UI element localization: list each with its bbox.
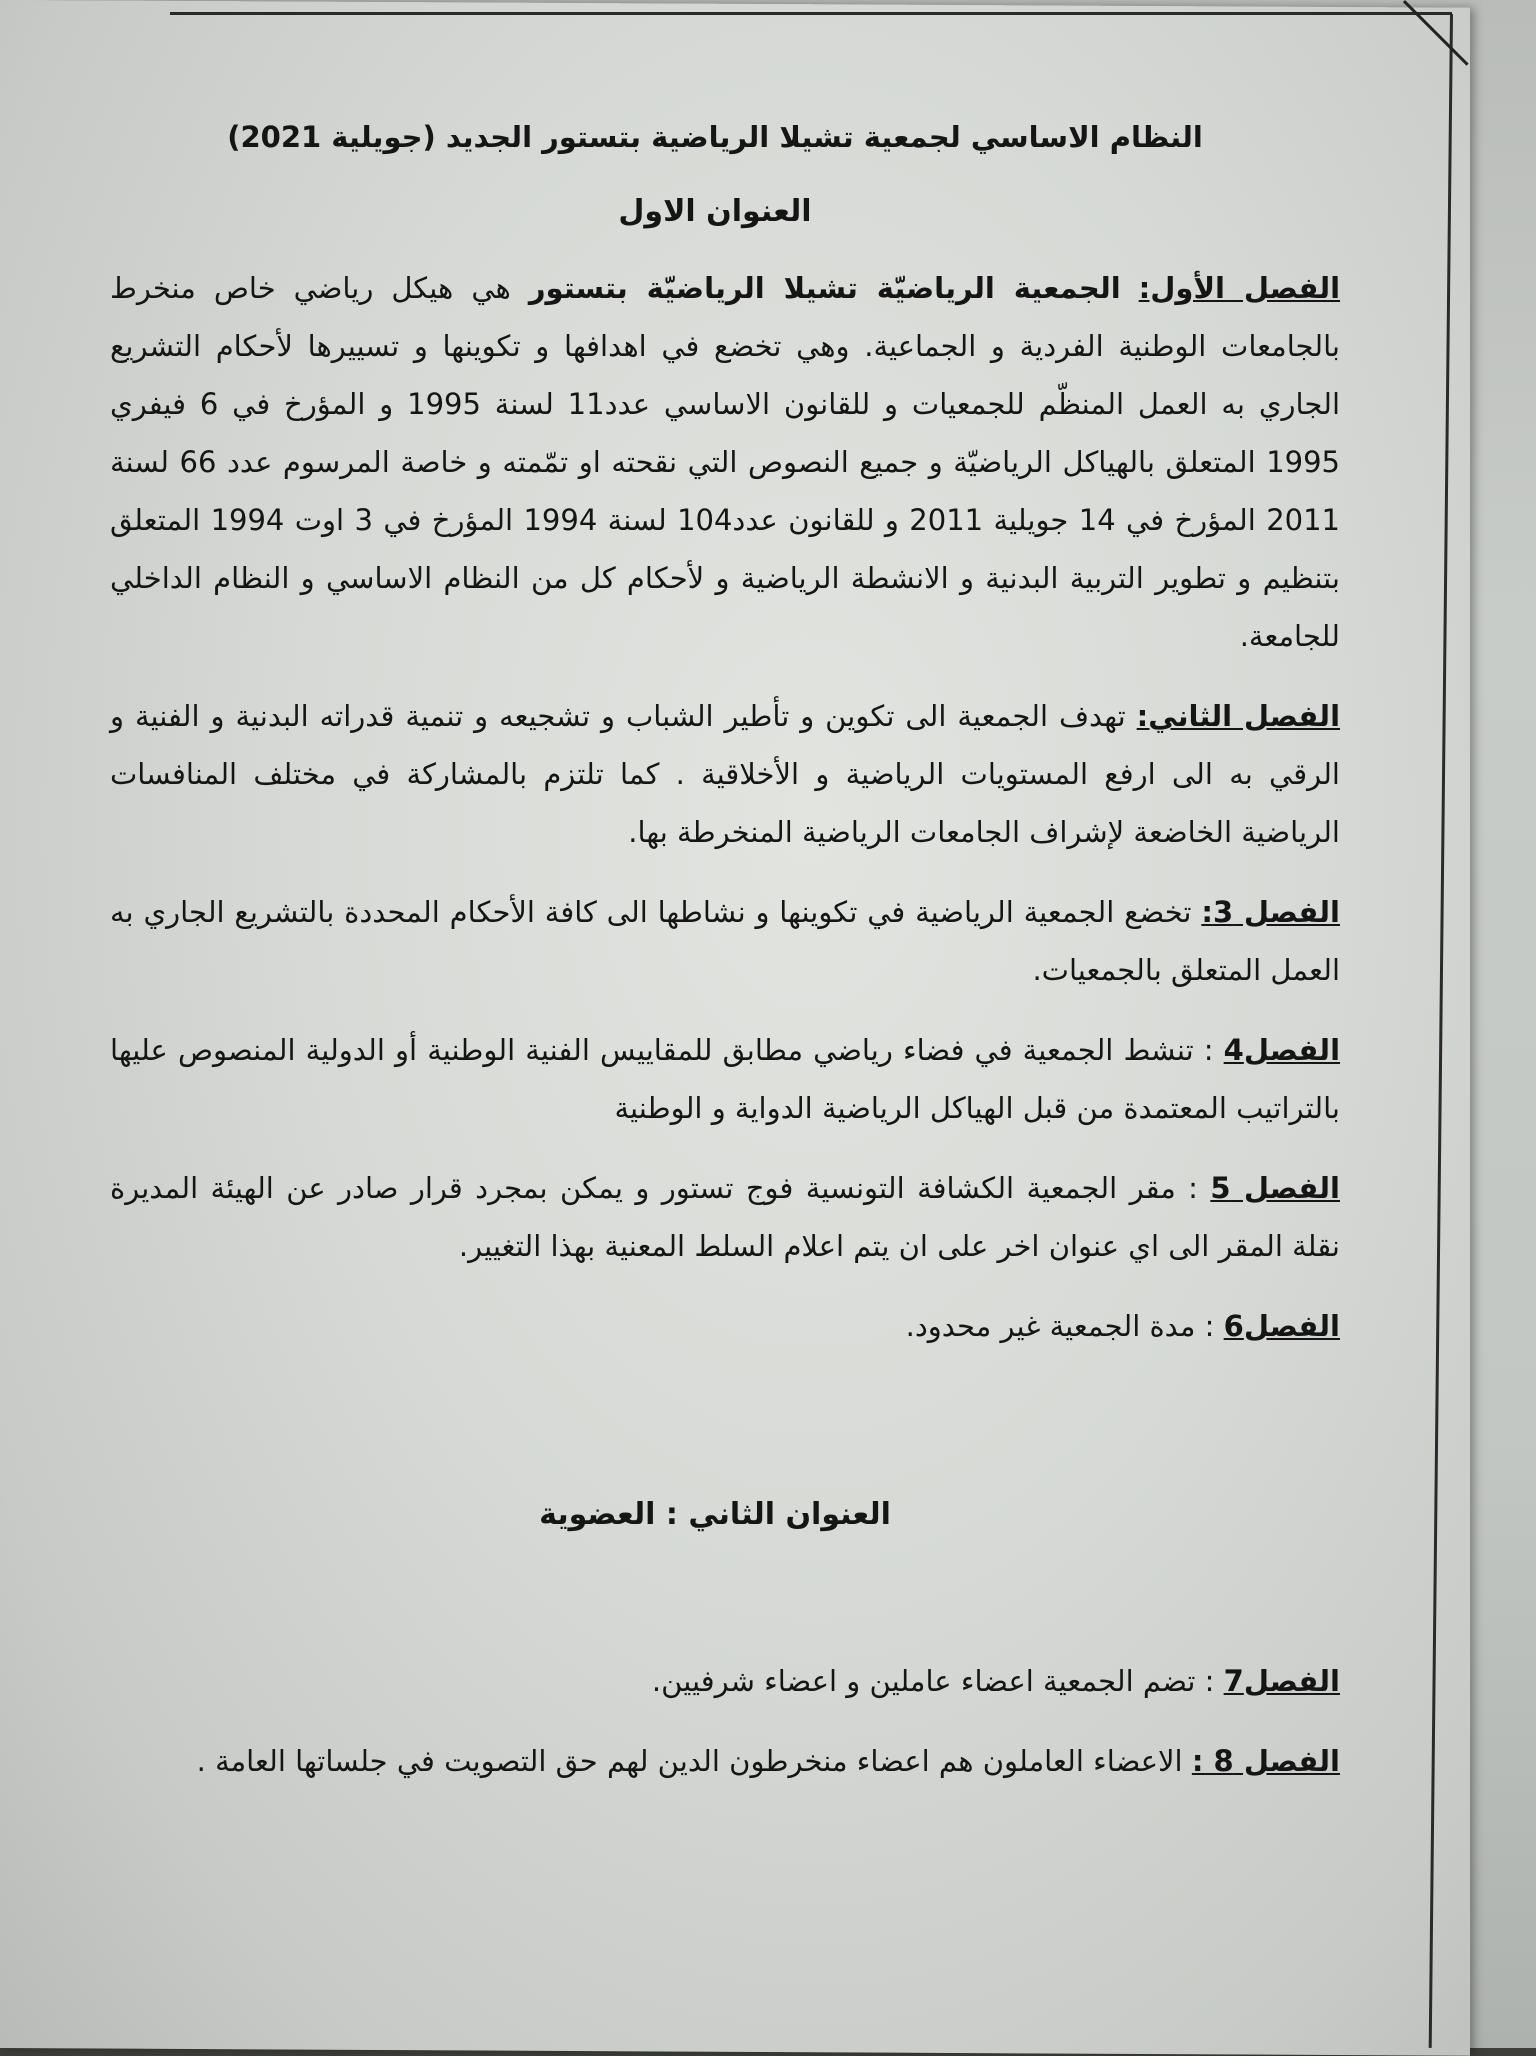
- article-lead: الجمعية الرياضيّة تشيلا الرياضيّة بتستور: [528, 271, 1121, 305]
- article-text: : تنشط الجمعية في فضاء رياضي مطابق للمقاييس الفنية الوطنية أو الدولية المنصوص عليها بالتراتيب المعتمدة من قبل الهياكل الرياضية الدواية و الوطنية: [110, 1033, 1340, 1125]
- article-text: هي هيكل رياضي خاص منخرط بالجامعات الوطنية الفردية و الجماعية. وهي تخضع في اهدافها و تكوينها و تسييرها لأحكام التشريع الجاري به العمل المنظّم للجمعيات و للقانون الاساسي عدد11 لسنة 1995 و المؤرخ في 6 فيفري 1995 المتعلق بالهياكل الرياضيّة و جميع النصوص التي نقحته او تمّمته و خاصة المرسوم عدد 66 لسنة 2011 المؤرخ في 14 جويلية 2011 و للقانون عدد104 لسنة 1994 المؤرخ في 3 اوت 1994 المتعلق بتنظيم و تطوير التربية البدنية و الانشطة الرياضية و لأحكام كل من النظام الاساسي و النظام الداخلي للجامعة.: [110, 271, 1341, 653]
- article-label: الفصل 5: [1210, 1171, 1340, 1205]
- article-label: الفصل الأول:: [1138, 271, 1341, 305]
- article-text: الاعضاء العاملون هم اعضاء منخرطون الدين لهم حق التصويت في جلساتها العامة .: [196, 1744, 1183, 1778]
- article-1: [110, 259, 1360, 665]
- article-text: تهدف الجمعية الى تكوين و تأطير الشباب و تشجيعه و تنمية قدراته البدنية و الفنية و الرقي به الى ارفع المستويات الرياضية و الأخلاقية . كما تلتزم بالمشاركة في مختلف المنافسات الرياضية الخاضعة لإشراف الجامعات الرياضية المنخرطة بها.: [110, 699, 1340, 849]
- article-text: تخضع الجمعية الرياضية في تكوينها و نشاطها الى كافة الأحكام المحددة بالتشريع الجاري به العمل المتعلق بالجمعيات.: [110, 895, 1340, 987]
- article-5: [110, 1159, 1360, 1275]
- article-text: : مقر الجمعية الكشافة التونسية فوج تستور و يمكن بمجرد قرار صادر عن الهيئة المديرة نقلة المقر الى اي عنوان اخر على ان يتم اعلام السلط المعنية بهذا التغيير.: [110, 1171, 1340, 1263]
- article-label: الفصل 3:: [1201, 895, 1340, 929]
- article-4: [110, 1021, 1360, 1137]
- document-title: النظام الاساسي لجمعية تشيلا الرياضية بتستور الجديد (جويلية 2021): [227, 120, 1203, 154]
- article-label: الفصل6: [1223, 1309, 1340, 1343]
- article-label: الفصل الثاني:: [1136, 699, 1341, 733]
- document-body: [110, 120, 1360, 1812]
- article-label: الفصل 8 :: [1191, 1744, 1340, 1778]
- page-border-top: [170, 12, 1452, 15]
- article-3: [110, 883, 1360, 999]
- article-label: الفصل7: [1223, 1664, 1340, 1698]
- section-heading-1: العنوان الاول: [618, 194, 812, 229]
- article-2: [110, 687, 1360, 861]
- article-label: الفصل4: [1223, 1033, 1341, 1067]
- article-text: : مدة الجمعية غير محدود.: [905, 1309, 1215, 1343]
- article-8: [110, 1732, 1360, 1790]
- article-text: : تضم الجمعية اعضاء عاملين و اعضاء شرفيين.: [651, 1664, 1215, 1698]
- article-7: [110, 1652, 1360, 1710]
- article-6: [110, 1297, 1360, 1355]
- section-heading-2: العنوان الثاني : العضوية: [539, 1497, 891, 1532]
